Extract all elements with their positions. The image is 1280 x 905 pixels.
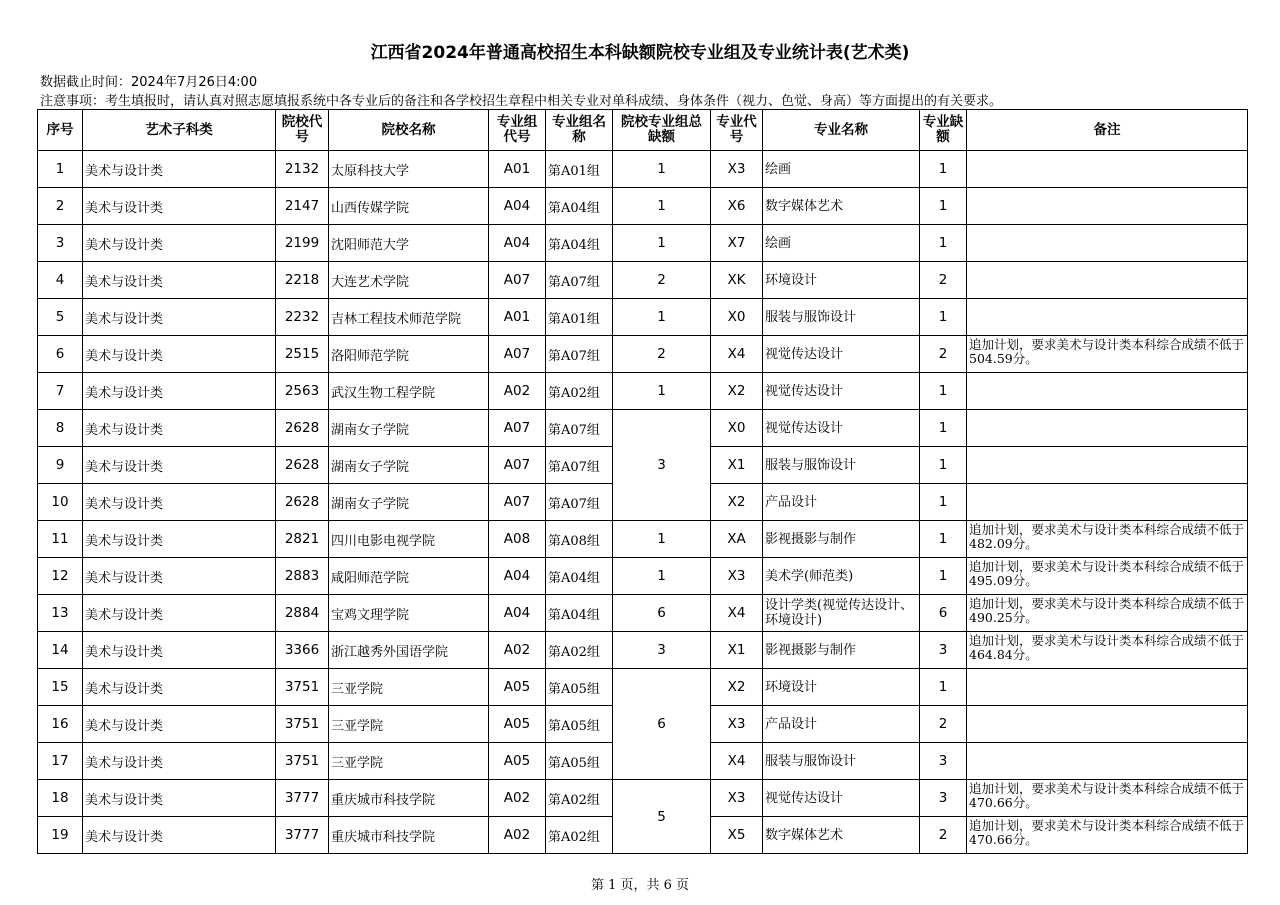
seq-cell: 9 <box>38 447 83 484</box>
seq-cell: 11 <box>38 521 83 558</box>
group-code-cell: A05 <box>489 743 546 780</box>
major-vacancy-cell: 3 <box>920 743 967 780</box>
school-name-cell: 三亚学院 <box>329 669 489 706</box>
seq-cell: 8 <box>38 410 83 447</box>
seq-cell: 6 <box>38 336 83 373</box>
group-code-cell: A02 <box>489 632 546 669</box>
major-name-cell: 数字媒体艺术 <box>763 188 920 225</box>
seq-cell: 5 <box>38 299 83 336</box>
seq-cell: 16 <box>38 706 83 743</box>
major-vacancy-cell: 1 <box>920 373 967 410</box>
major-name-cell: 视觉传达设计 <box>763 373 920 410</box>
table-row <box>38 595 1248 632</box>
remark-cell <box>967 151 1248 188</box>
group-name-cell: 第A07组 <box>546 447 613 484</box>
remark-cell: 追加计划，要求美术与设计类本科综合成绩不低于495.09分。 <box>967 558 1248 595</box>
remark-cell: 追加计划，要求美术与设计类本科综合成绩不低于464.84分。 <box>967 632 1248 669</box>
remark-cell <box>967 484 1248 521</box>
subject-cell: 美术与设计类 <box>83 262 276 299</box>
school-name-cell: 重庆城市科技学院 <box>329 817 489 854</box>
subject-cell: 美术与设计类 <box>83 706 276 743</box>
subject-cell: 美术与设计类 <box>83 632 276 669</box>
school-code-cell: 2132 <box>276 151 329 188</box>
school-name-cell: 重庆城市科技学院 <box>329 780 489 817</box>
group-code-cell: A04 <box>489 225 546 262</box>
school-code-cell: 3751 <box>276 669 329 706</box>
page-title: 江西省2024年普通高校招生本科缺额院校专业组及专业统计表(艺术类) <box>370 43 910 63</box>
major-name-cell: 产品设计 <box>763 484 920 521</box>
group-name-cell: 第A05组 <box>546 669 613 706</box>
table-row <box>38 225 1248 262</box>
major-vacancy-cell: 1 <box>920 299 967 336</box>
school-code-cell: 2218 <box>276 262 329 299</box>
data-deadline: 数据截止时间：2024年7月26日4:00 <box>40 75 258 90</box>
major-name-cell: 产品设计 <box>763 706 920 743</box>
table-row <box>38 521 1248 558</box>
major-vacancy-cell: 1 <box>920 669 967 706</box>
major-code-cell: X3 <box>711 151 763 188</box>
major-vacancy-cell: 1 <box>920 151 967 188</box>
group-name-cell: 第A02组 <box>546 817 613 854</box>
subject-cell: 美术与设计类 <box>83 521 276 558</box>
remark-cell <box>967 373 1248 410</box>
group-vacancy-cell: 5 <box>613 780 711 854</box>
remark-cell <box>967 262 1248 299</box>
group-vacancy-cell: 3 <box>613 410 711 521</box>
major-name-cell: 绘画 <box>763 151 920 188</box>
group-name-cell: 第A01组 <box>546 151 613 188</box>
header-school-code: 院校代号 <box>276 110 329 151</box>
seq-cell: 10 <box>38 484 83 521</box>
subject-cell: 美术与设计类 <box>83 410 276 447</box>
group-name-cell: 第A07组 <box>546 262 613 299</box>
school-code-cell: 3777 <box>276 780 329 817</box>
school-name-cell: 沈阳师范大学 <box>329 225 489 262</box>
school-name-cell: 湖南女子学院 <box>329 484 489 521</box>
subject-cell: 美术与设计类 <box>83 558 276 595</box>
major-code-cell: X2 <box>711 373 763 410</box>
school-code-cell: 2147 <box>276 188 329 225</box>
group-vacancy-cell: 6 <box>613 595 711 632</box>
group-vacancy-cell: 2 <box>613 336 711 373</box>
major-code-cell: X2 <box>711 669 763 706</box>
major-name-cell: 视觉传达设计 <box>763 780 920 817</box>
subject-cell: 美术与设计类 <box>83 225 276 262</box>
group-vacancy-cell: 1 <box>613 225 711 262</box>
major-code-cell: X3 <box>711 558 763 595</box>
major-code-cell: X3 <box>711 780 763 817</box>
school-name-cell: 湖南女子学院 <box>329 447 489 484</box>
header-major-vacancy: 专业缺额 <box>920 110 967 151</box>
group-code-cell: A01 <box>489 299 546 336</box>
school-code-cell: 2628 <box>276 484 329 521</box>
school-code-cell: 2199 <box>276 225 329 262</box>
major-vacancy-cell: 3 <box>920 780 967 817</box>
group-name-cell: 第A04组 <box>546 558 613 595</box>
major-vacancy-cell: 3 <box>920 632 967 669</box>
seq-cell: 2 <box>38 188 83 225</box>
group-name-cell: 第A02组 <box>546 632 613 669</box>
group-code-cell: A05 <box>489 669 546 706</box>
subject-cell: 美术与设计类 <box>83 595 276 632</box>
school-name-cell: 太原科技大学 <box>329 151 489 188</box>
major-code-cell: X5 <box>711 817 763 854</box>
school-code-cell: 2515 <box>276 336 329 373</box>
seq-cell: 19 <box>38 817 83 854</box>
subject-cell: 美术与设计类 <box>83 373 276 410</box>
header-group-code: 专业组代号 <box>489 110 546 151</box>
school-code-cell: 2821 <box>276 521 329 558</box>
group-vacancy-cell: 1 <box>613 521 711 558</box>
group-code-cell: A07 <box>489 262 546 299</box>
major-vacancy-cell: 1 <box>920 410 967 447</box>
school-code-cell: 3366 <box>276 632 329 669</box>
major-name-cell: 服装与服饰设计 <box>763 447 920 484</box>
table-row <box>38 558 1248 595</box>
seq-cell: 1 <box>38 151 83 188</box>
subject-cell: 美术与设计类 <box>83 817 276 854</box>
major-code-cell: X4 <box>711 336 763 373</box>
major-code-cell: X4 <box>711 743 763 780</box>
remark-cell <box>967 447 1248 484</box>
table-row <box>38 632 1248 669</box>
group-vacancy-cell: 6 <box>613 669 711 780</box>
seq-cell: 4 <box>38 262 83 299</box>
major-vacancy-cell: 6 <box>920 595 967 632</box>
subject-cell: 美术与设计类 <box>83 447 276 484</box>
remark-cell: 追加计划，要求美术与设计类本科综合成绩不低于490.25分。 <box>967 595 1248 632</box>
subject-cell: 美术与设计类 <box>83 743 276 780</box>
header-group-name: 专业组名称 <box>546 110 613 151</box>
major-code-cell: X3 <box>711 706 763 743</box>
major-vacancy-cell: 2 <box>920 262 967 299</box>
seq-cell: 12 <box>38 558 83 595</box>
major-code-cell: X1 <box>711 632 763 669</box>
major-name-cell: 视觉传达设计 <box>763 336 920 373</box>
subject-cell: 美术与设计类 <box>83 669 276 706</box>
group-name-cell: 第A04组 <box>546 595 613 632</box>
header-group-vacancy: 院校专业组总缺额 <box>613 110 711 151</box>
major-name-cell: 服装与服饰设计 <box>763 743 920 780</box>
school-name-cell: 三亚学院 <box>329 743 489 780</box>
notice: 注意事项：考生填报时，请认真对照志愿填报系统中各专业后的备注和各学校招生章程中相关专业对单科成绩、身体条件（视力、色觉、身高）等方面提出的有关要求。 <box>40 94 1003 109</box>
major-code-cell: XA <box>711 521 763 558</box>
remark-cell <box>967 225 1248 262</box>
major-name-cell: 绘画 <box>763 225 920 262</box>
school-code-cell: 3751 <box>276 706 329 743</box>
subject-cell: 美术与设计类 <box>83 188 276 225</box>
school-name-cell: 大连艺术学院 <box>329 262 489 299</box>
table-row <box>38 336 1248 373</box>
header-major-code: 专业代号 <box>711 110 763 151</box>
remark-cell: 追加计划，要求美术与设计类本科综合成绩不低于470.66分。 <box>967 817 1248 854</box>
group-vacancy-cell: 1 <box>613 373 711 410</box>
seq-cell: 7 <box>38 373 83 410</box>
major-vacancy-cell: 1 <box>920 188 967 225</box>
remark-cell <box>967 669 1248 706</box>
school-name-cell: 湖南女子学院 <box>329 410 489 447</box>
group-vacancy-cell: 2 <box>613 262 711 299</box>
major-code-cell: X6 <box>711 188 763 225</box>
header-major-name: 专业名称 <box>763 110 920 151</box>
major-code-cell: XK <box>711 262 763 299</box>
major-code-cell: X0 <box>711 410 763 447</box>
group-code-cell: A04 <box>489 595 546 632</box>
major-vacancy-cell: 1 <box>920 447 967 484</box>
table-row <box>38 373 1248 410</box>
table-row <box>38 188 1248 225</box>
major-code-cell: X0 <box>711 299 763 336</box>
group-code-cell: A08 <box>489 521 546 558</box>
major-code-cell: X1 <box>711 447 763 484</box>
group-name-cell: 第A07组 <box>546 410 613 447</box>
school-code-cell: 2232 <box>276 299 329 336</box>
table-row <box>38 151 1248 188</box>
school-code-cell: 2628 <box>276 447 329 484</box>
remark-cell <box>967 410 1248 447</box>
school-code-cell: 3751 <box>276 743 329 780</box>
major-code-cell: X4 <box>711 595 763 632</box>
remark-cell <box>967 706 1248 743</box>
major-vacancy-cell: 2 <box>920 817 967 854</box>
group-name-cell: 第A02组 <box>546 780 613 817</box>
group-code-cell: A04 <box>489 558 546 595</box>
group-name-cell: 第A04组 <box>546 225 613 262</box>
school-name-cell: 宝鸡文理学院 <box>329 595 489 632</box>
school-name-cell: 四川电影电视学院 <box>329 521 489 558</box>
school-code-cell: 2628 <box>276 410 329 447</box>
group-code-cell: A07 <box>489 410 546 447</box>
seq-cell: 18 <box>38 780 83 817</box>
school-name-cell: 吉林工程技术师范学院 <box>329 299 489 336</box>
school-code-cell: 3777 <box>276 817 329 854</box>
table-header-row <box>38 110 1248 151</box>
group-code-cell: A05 <box>489 706 546 743</box>
header-school-name: 院校名称 <box>329 110 489 151</box>
group-name-cell: 第A05组 <box>546 743 613 780</box>
group-name-cell: 第A07组 <box>546 484 613 521</box>
page-footer: 第 1 页，共 6 页 <box>590 878 690 893</box>
seq-cell: 14 <box>38 632 83 669</box>
group-name-cell: 第A07组 <box>546 336 613 373</box>
seq-cell: 15 <box>38 669 83 706</box>
group-vacancy-cell: 1 <box>613 299 711 336</box>
group-name-cell: 第A08组 <box>546 521 613 558</box>
major-name-cell: 美术学(师范类) <box>763 558 920 595</box>
group-code-cell: A02 <box>489 817 546 854</box>
group-code-cell: A07 <box>489 447 546 484</box>
major-code-cell: X7 <box>711 225 763 262</box>
remark-cell <box>967 743 1248 780</box>
table-row <box>38 780 1248 817</box>
major-name-cell: 设计学类(视觉传达设计、环境设计) <box>763 595 920 632</box>
group-name-cell: 第A05组 <box>546 706 613 743</box>
major-name-cell: 环境设计 <box>763 262 920 299</box>
major-vacancy-cell: 1 <box>920 521 967 558</box>
subject-cell: 美术与设计类 <box>83 336 276 373</box>
header-remark: 备注 <box>967 110 1248 151</box>
subject-cell: 美术与设计类 <box>83 299 276 336</box>
major-name-cell: 视觉传达设计 <box>763 410 920 447</box>
remark-cell: 追加计划，要求美术与设计类本科综合成绩不低于504.59分。 <box>967 336 1248 373</box>
subject-cell: 美术与设计类 <box>83 780 276 817</box>
major-vacancy-cell: 1 <box>920 225 967 262</box>
header-subject: 艺术子科类 <box>83 110 276 151</box>
group-name-cell: 第A02组 <box>546 373 613 410</box>
major-name-cell: 数字媒体艺术 <box>763 817 920 854</box>
group-vacancy-cell: 1 <box>613 558 711 595</box>
seq-cell: 17 <box>38 743 83 780</box>
group-name-cell: 第A04组 <box>546 188 613 225</box>
major-name-cell: 环境设计 <box>763 669 920 706</box>
school-name-cell: 咸阳师范学院 <box>329 558 489 595</box>
major-name-cell: 服装与服饰设计 <box>763 299 920 336</box>
major-vacancy-cell: 1 <box>920 558 967 595</box>
group-code-cell: A07 <box>489 336 546 373</box>
header-seq: 序号 <box>38 110 83 151</box>
remark-cell: 追加计划，要求美术与设计类本科综合成绩不低于482.09分。 <box>967 521 1248 558</box>
group-name-cell: 第A01组 <box>546 299 613 336</box>
major-name-cell: 影视摄影与制作 <box>763 521 920 558</box>
school-name-cell: 三亚学院 <box>329 706 489 743</box>
group-code-cell: A02 <box>489 780 546 817</box>
remark-cell: 追加计划，要求美术与设计类本科综合成绩不低于470.66分。 <box>967 780 1248 817</box>
school-code-cell: 2563 <box>276 373 329 410</box>
table-row <box>38 299 1248 336</box>
major-vacancy-cell: 2 <box>920 706 967 743</box>
group-code-cell: A02 <box>489 373 546 410</box>
group-vacancy-cell: 1 <box>613 188 711 225</box>
school-code-cell: 2884 <box>276 595 329 632</box>
school-name-cell: 浙江越秀外国语学院 <box>329 632 489 669</box>
group-vacancy-cell: 3 <box>613 632 711 669</box>
major-vacancy-cell: 1 <box>920 484 967 521</box>
vacancy-table <box>37 109 1248 854</box>
group-code-cell: A01 <box>489 151 546 188</box>
school-name-cell: 山西传媒学院 <box>329 188 489 225</box>
table-row <box>38 410 1248 447</box>
table-body <box>38 151 1248 854</box>
school-name-cell: 武汉生物工程学院 <box>329 373 489 410</box>
major-vacancy-cell: 2 <box>920 336 967 373</box>
group-code-cell: A04 <box>489 188 546 225</box>
seq-cell: 13 <box>38 595 83 632</box>
subject-cell: 美术与设计类 <box>83 484 276 521</box>
table-row <box>38 669 1248 706</box>
remark-cell <box>967 188 1248 225</box>
table-row <box>38 262 1248 299</box>
seq-cell: 3 <box>38 225 83 262</box>
remark-cell <box>967 299 1248 336</box>
major-name-cell: 影视摄影与制作 <box>763 632 920 669</box>
subject-cell: 美术与设计类 <box>83 151 276 188</box>
school-name-cell: 洛阳师范学院 <box>329 336 489 373</box>
school-code-cell: 2883 <box>276 558 329 595</box>
group-vacancy-cell: 1 <box>613 151 711 188</box>
group-code-cell: A07 <box>489 484 546 521</box>
major-code-cell: X2 <box>711 484 763 521</box>
